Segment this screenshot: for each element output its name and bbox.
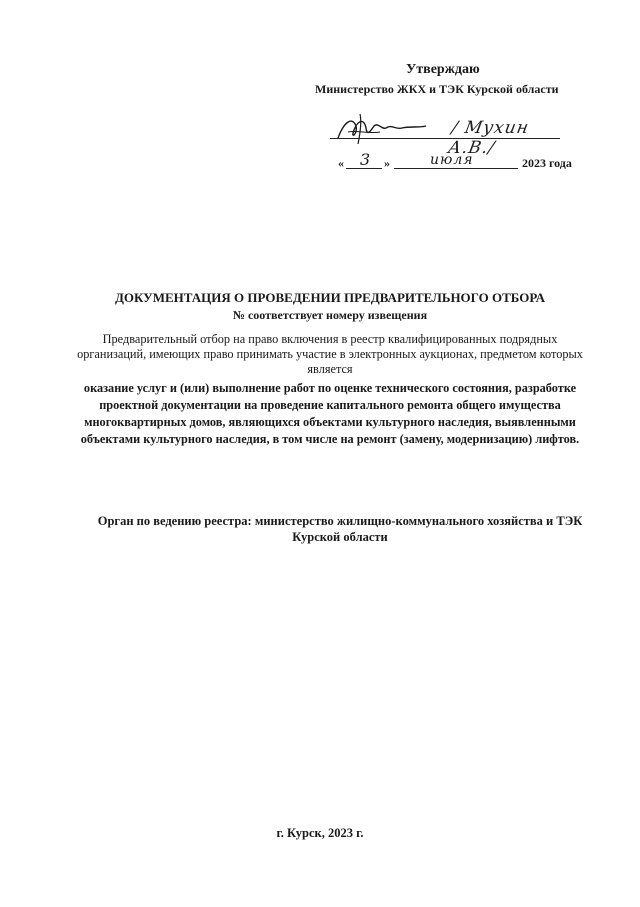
approval-date (338, 150, 598, 174)
registry-organ: Орган по ведению реестра: министерство жилищно-коммунального хозяйства и ТЭК Курской области (97, 514, 583, 544)
date-year: 2023 года (522, 156, 572, 170)
approval-word: Утверждаю (406, 62, 480, 77)
signature-area (330, 112, 575, 158)
place-and-year: г. Курск, 2023 г. (276, 826, 364, 840)
subject-paragraph: оказание услуг и (или) выполнение работ по оценке технического состояния, разработке проектной документации на проведение капитального ремонта общего имущества многоквартирных домов, являющихся объектами культурного наследия, выявленными объектами культурного наследия, в том числе на ремонт (замену, модернизацию) лифтов. (80, 381, 580, 446)
approval-ministry: Министерство ЖКХ и ТЭК Курской области (315, 82, 559, 96)
document-title: ДОКУМЕНТАЦИЯ О ПРОВЕДЕНИИ ПРЕДВАРИТЕЛЬНОГО ОТБОРА (114, 290, 546, 305)
date-close-quote: » (384, 156, 390, 170)
month-underline (394, 168, 518, 169)
handwritten-signature (330, 112, 440, 148)
date-open-quote: « (338, 156, 344, 170)
document-subtitle: № соответствует номеру извещения (232, 308, 428, 322)
date-day: 3 (360, 150, 371, 169)
date-month: июля (430, 152, 474, 168)
intro-paragraph: Предварительный отбор на право включения в реестр квалифицированных подрядных организаций, имеющих право принимать участие в электронных аукционах, предметом которых является (77, 332, 583, 376)
signer-name: / Мухин А.В./ (446, 118, 531, 158)
